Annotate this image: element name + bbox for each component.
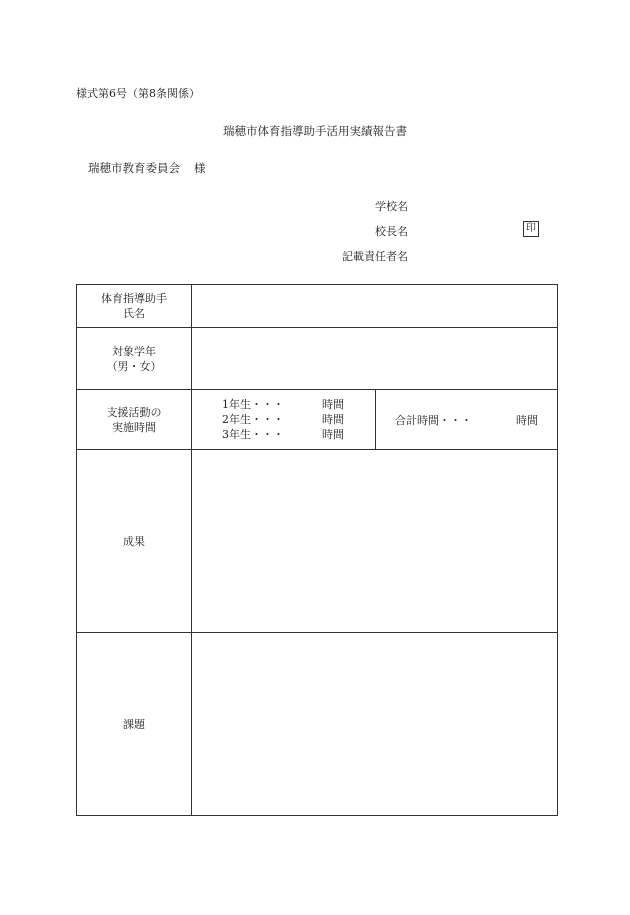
issues-label: 課題 [77,633,192,816]
issues-row [77,633,558,816]
grade-hours-cell[interactable] [192,390,376,450]
total-hours-label: 合計時間・・・ [395,413,472,427]
seal-mark-icon: 印 [523,221,539,237]
target-grade-label-line1: 対象学年 [112,344,156,358]
activity-hours-label [77,390,192,450]
addressee [88,160,206,176]
results-label: 成果 [77,450,192,633]
assistant-name-label-line1: 体育指導助手 [101,292,167,305]
assistant-name-label-line2: 氏名 [123,307,145,320]
grade-hours-line [222,427,375,442]
addressee-honorific: 様 [194,161,206,175]
grade-label: 2年生・・・ [222,413,284,426]
results-row [77,450,558,633]
activity-hours-label-line1: 支援活動の [106,405,162,419]
document-title: 瑞穂市体育指導助手活用実績報告書 [223,124,407,138]
target-grade-label [77,328,192,390]
report-table [76,284,558,816]
total-hours-unit: 時間 [516,413,538,427]
addressee-name: 瑞穂市教育委員会 [88,161,180,175]
results-field[interactable] [192,450,558,633]
grade-label: 3年生・・・ [222,428,284,441]
grade-hours-line [222,397,375,412]
grade-label: 1年生・・・ [222,398,284,411]
assistant-name-field[interactable] [192,285,558,328]
target-grade-label-line2: （男・女） [106,359,162,373]
form-reference: 様式第6号（第8条関係） [76,87,200,100]
assistant-name-label [77,285,192,328]
recorder-name-label: 記載責任者名 [342,250,408,263]
activity-hours-row [77,390,558,450]
assistant-name-row [77,285,558,328]
hours-unit: 時間 [322,428,344,441]
target-grade-row [77,328,558,390]
issues-field[interactable] [192,633,558,816]
total-hours-cell[interactable] [376,390,558,450]
activity-hours-label-line2: 実施時間 [112,420,156,434]
target-grade-field[interactable] [192,328,558,390]
principal-name-label: 校長名 [375,225,408,238]
school-name-label: 学校名 [375,200,408,213]
hours-unit: 時間 [322,413,344,426]
grade-hours-line [222,412,375,427]
hours-unit: 時間 [322,398,344,411]
